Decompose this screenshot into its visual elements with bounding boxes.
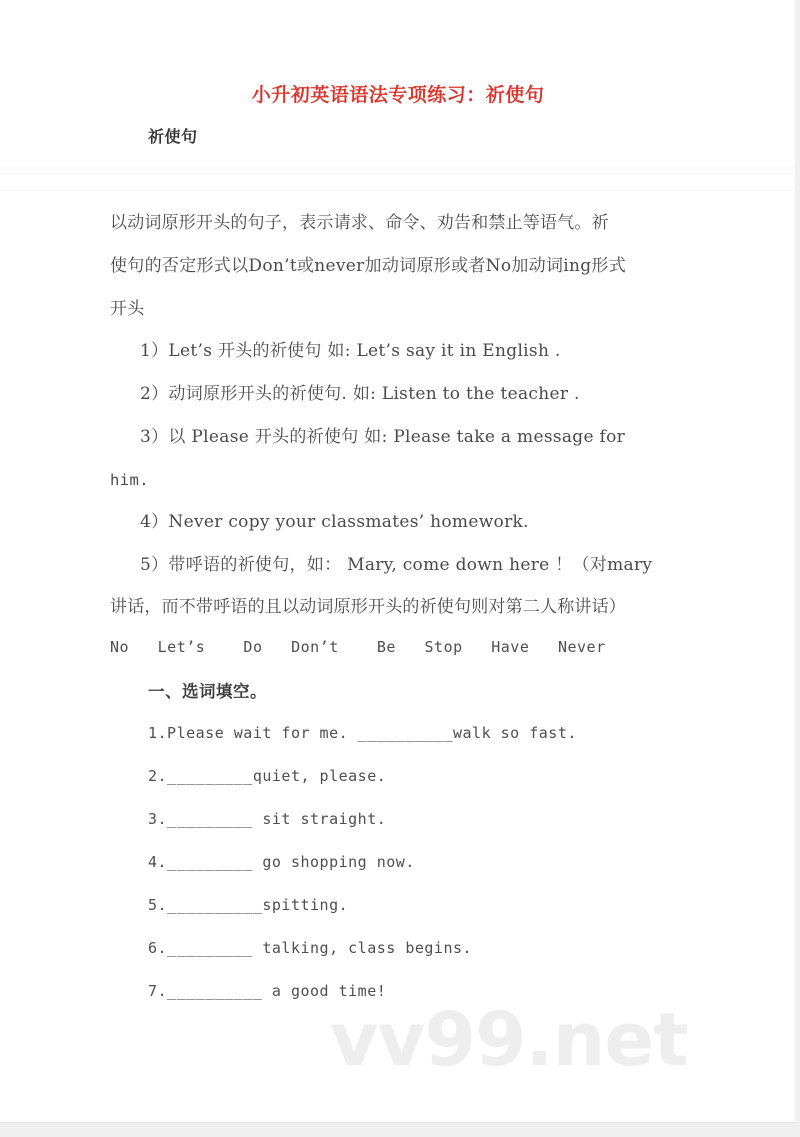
intro-line-2: 使句的否定形式以Don’t或never加动词原形或者No加动词ing形式 (110, 256, 627, 276)
exercise-item-7: 7.__________ a good time! (148, 982, 387, 1000)
rule-item-3-continuation: him. (110, 471, 149, 489)
exercise-item-6: 6._________ talking, class begins. (148, 939, 473, 957)
document-subheading: 祈使句 (148, 127, 198, 146)
rule-item-4: 4）Never copy your classmates’ homework. (140, 512, 529, 532)
page-right-edge (795, 0, 800, 1123)
exercise-item-2: 2._________quiet, please. (148, 767, 387, 785)
page-bottom-edge (0, 1123, 800, 1137)
section-heading-fill-in-blanks: 一、选词填空。 (148, 682, 267, 701)
intro-line-1: 以动词原形开头的句子，表示请求、命令、劝告和禁止等语气。祈 (110, 213, 609, 233)
exercise-item-1: 1.Please wait for me. __________walk so fast. (148, 724, 577, 742)
rule-item-3: 3）以 Please 开头的祈使句 如: Please take a message for (140, 427, 626, 447)
rule-item-5-continuation: 讲话，而不带呼语的且以动词原形开头的祈使句则对第二人称讲话） (110, 597, 626, 617)
exercise-item-4: 4._________ go shopping now. (148, 853, 415, 871)
word-bank: No Let’s Do Don’t Be Stop Have Never (110, 638, 606, 656)
intro-line-3: 开头 (110, 299, 145, 319)
exercise-item-3: 3._________ sit straight. (148, 810, 387, 828)
exercise-item-5: 5.__________spitting. (148, 896, 349, 914)
rule-item-1: 1）Let’s 开头的祈使句 如: Let’s say it in English . (140, 341, 561, 361)
rule-item-2: 2）动词原形开头的祈使句. 如: Listen to the teacher . (140, 384, 580, 404)
page-title: 小升初英语语法专项练习：祈使句 (251, 84, 545, 106)
rule-item-5: 5）带呼语的祈使句，如： Mary, come down here ！（对mary (140, 555, 653, 575)
site-watermark: vv99.net (330, 997, 688, 1083)
